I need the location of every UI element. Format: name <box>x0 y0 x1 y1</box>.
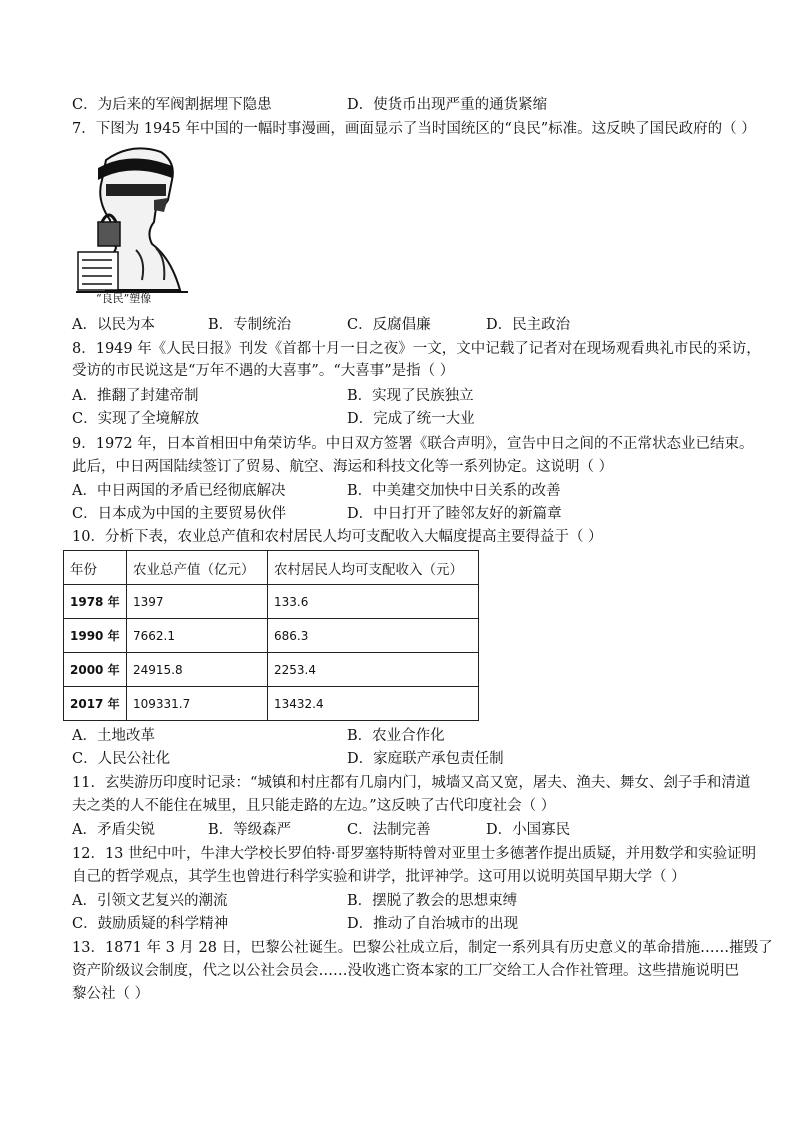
q12-option-a: A．引领文艺复兴的潮流 <box>72 893 228 909</box>
q8-option-d: D．完成了统一大业 <box>347 411 475 427</box>
q9-option-c: C．日本成为中国的主要贸易伙伴 <box>72 506 287 522</box>
q11-stem-line2: 夫之类的人不能住在城里，且只能走路的左边。”这反映了古代印度社会（ ） <box>72 798 556 814</box>
q8-option-b: B．实现了民族独立 <box>347 388 474 404</box>
table-cell: 13432.4 <box>268 687 479 721</box>
q13-stem-line1: 13．1871 年 3 月 28 日，巴黎公社诞生。巴黎公社成立后，制定一系列具有历史意义的革命措施……摧毁了 <box>72 940 773 956</box>
q8-option-c: C．实现了全境解放 <box>72 411 200 427</box>
table-cell: 2253.4 <box>268 653 479 687</box>
q7-option-b: B．专制统治 <box>208 317 292 333</box>
q10-option-d: D．家庭联产承包责任制 <box>347 751 504 767</box>
q9-stem-line1: 9．1972 年，日本首相田中角荣访华。中日双方签署《联合声明》，宣告中日之间的不正常状态业已结束。 <box>72 436 754 452</box>
q11-option-a: A．矛盾尖锐 <box>72 822 155 838</box>
table-header-row <box>64 551 479 585</box>
q12-stem-line2: 自己的哲学观点，其学生也曾进行科学实验和讲学，批评神学。这可用以说明英国早期大学（ ） <box>72 869 686 885</box>
q7-option-d: D．民主政治 <box>486 317 571 333</box>
table-cell: 1990 年 <box>64 619 127 653</box>
table-row <box>64 585 479 619</box>
data-table <box>63 550 479 721</box>
q8-stem-line2: 受访的市民说这是“万年不遇的大喜事”。“大喜事”是指（ ） <box>72 363 455 379</box>
q9-option-a: A．中日两国的矛盾已经彻底解决 <box>72 483 286 499</box>
table-row <box>64 619 479 653</box>
q12-option-b: B．摆脱了教会的思想束缚 <box>347 893 518 909</box>
q11-option-d: D．小国寡民 <box>486 822 571 838</box>
cartoon-illustration <box>76 140 188 310</box>
q11-option-c: C．法制完善 <box>347 822 431 838</box>
table-cell: 24915.8 <box>127 653 268 687</box>
table-cell: 1397 <box>127 585 268 619</box>
q11-stem-line1: 11．玄奘游历印度时记录：“城镇和村庄都有几扇内门，城墙又高又宽，屠夫、渔夫、舞女、刽子手和清道 <box>72 775 751 791</box>
q7-option-a: A．以民为本 <box>72 317 155 333</box>
q7-option-c: C．反腐倡廉 <box>347 317 431 333</box>
table-cell: 7662.1 <box>127 619 268 653</box>
q10-stem: 10．分析下表，农业总产值和农村居民人均可支配收入大幅度提高主要得益于（ ） <box>72 529 603 545</box>
table-cell: 2000 年 <box>64 653 127 687</box>
q9-option-d: D．中日打开了睦邻友好的新篇章 <box>347 506 562 522</box>
table-row <box>64 653 479 687</box>
table-header-income: 农村居民人均可支配收入（元） <box>268 551 479 585</box>
table-cell: 1978 年 <box>64 585 127 619</box>
table-cell: 2017 年 <box>64 687 127 721</box>
q6-option-c: C．为后来的军阀割据埋下隐患 <box>72 97 272 113</box>
q11-option-b: B．等级森严 <box>208 822 292 838</box>
table-cell: 109331.7 <box>127 687 268 721</box>
q10-option-b: B．农业合作化 <box>347 728 445 744</box>
cartoon-caption: “良民”塑像 <box>96 292 152 305</box>
q12-stem-line1: 12．13 世纪中叶，牛津大学校长罗伯特·哥罗塞特斯特曾对亚里士多德著作提出质疑，并用数学和实验证明 <box>72 846 757 862</box>
q12-option-d: D．推动了自治城市的出现 <box>347 916 519 932</box>
table-row <box>64 687 479 721</box>
table-cell: 686.3 <box>268 619 479 653</box>
q10-option-a: A．土地改革 <box>72 728 155 744</box>
table-header-output: 农业总产值（亿元） <box>127 551 268 585</box>
q12-option-c: C．鼓励质疑的科学精神 <box>72 916 229 932</box>
q6-option-d: D．使货币出现严重的通货紧缩 <box>347 97 548 113</box>
table-header-year: 年份 <box>64 551 127 585</box>
q9-stem-line2: 此后，中日两国陆续签订了贸易、航空、海运和科技文化等一系列协定。这说明（ ） <box>72 459 614 475</box>
q10-option-c: C．人民公社化 <box>72 751 171 767</box>
q8-option-a: A．推翻了封建帝制 <box>72 388 199 404</box>
q13-stem-line2: 资产阶级议会制度，代之以公社会员会……没收逃亡资本家的工厂交给工人合作社管理。这些措施说明巴 <box>72 963 739 979</box>
q8-stem-line1: 8．1949 年《人民日报》刊发《首都十月一日之夜》一文，文中记载了记者对在现场观看典礼市民的采访， <box>72 341 761 357</box>
q9-option-b: B．中美建交加快中日关系的改善 <box>347 483 561 499</box>
q7-stem: 7．下图为 1945 年中国的一幅时事漫画，画面显示了当时国统区的“良民”标准。这反映了国民政府的（ ） <box>72 121 756 137</box>
table-cell: 133.6 <box>268 585 479 619</box>
q13-stem-line3: 黎公社（ ） <box>72 986 150 1002</box>
